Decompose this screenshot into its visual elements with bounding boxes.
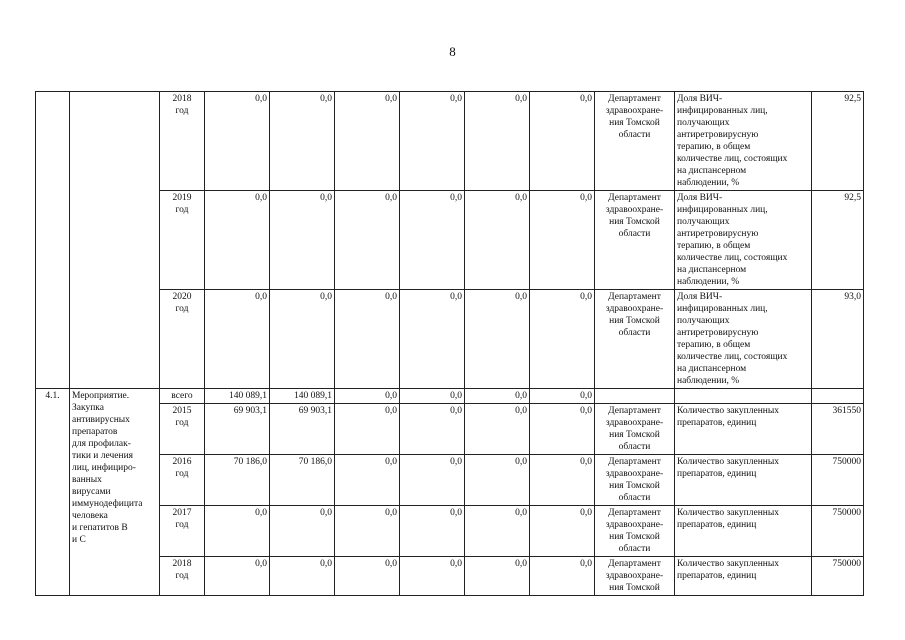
value-cell: 0,0 xyxy=(465,557,530,596)
table-row xyxy=(36,191,864,290)
value-cell: 0,0 xyxy=(465,506,530,557)
empty-cell xyxy=(675,389,812,404)
value-cell: 0,0 xyxy=(205,557,270,596)
value-cell: 0,0 xyxy=(335,455,400,506)
year-cell: 2017 год xyxy=(160,506,205,557)
value-cell: 0,0 xyxy=(270,92,335,191)
value-cell: 69 903,1 xyxy=(270,404,335,455)
value-cell: 69 903,1 xyxy=(205,404,270,455)
value-cell: 0,0 xyxy=(335,389,400,404)
department-cell: Департамент здравоохране- ния Томской xyxy=(595,557,675,596)
target-value-cell: 92,5 xyxy=(812,92,864,191)
value-cell: 0,0 xyxy=(270,191,335,290)
value-cell: 0,0 xyxy=(400,290,465,389)
target-value-cell: 750000 xyxy=(812,557,864,596)
year-cell: 2018 год xyxy=(160,92,205,191)
indicator-cell: Доля ВИЧ- инфицированных лиц, получающих антиретровирусную терапию, в общем количестве лиц, состоящих на диспансерном наблюдении, % xyxy=(675,191,812,290)
department-cell: Департамент здравоохране- ния Томской области xyxy=(595,455,675,506)
year-cell: 2019 год xyxy=(160,191,205,290)
empty-cell xyxy=(812,389,864,404)
table-row xyxy=(36,455,864,506)
department-cell: Департамент здравоохране- ния Томской области xyxy=(595,191,675,290)
value-cell: 0,0 xyxy=(400,389,465,404)
value-cell: 0,0 xyxy=(400,92,465,191)
value-cell: 0,0 xyxy=(465,404,530,455)
empty-number-cell xyxy=(36,92,70,389)
value-cell: 0,0 xyxy=(400,404,465,455)
year-cell: всего xyxy=(160,389,205,404)
target-value-cell: 92,5 xyxy=(812,191,864,290)
value-cell: 0,0 xyxy=(530,557,595,596)
target-value-cell: 750000 xyxy=(812,506,864,557)
measure-number-cell: 4.1. xyxy=(36,389,70,596)
value-cell: 0,0 xyxy=(205,191,270,290)
department-cell: Департамент здравоохране- ния Томской области xyxy=(595,404,675,455)
value-cell: 0,0 xyxy=(335,557,400,596)
value-cell: 0,0 xyxy=(530,290,595,389)
indicator-cell: Количество закупленных препаратов, единиц xyxy=(675,506,812,557)
department-cell: Департамент здравоохране- ния Томской области xyxy=(595,92,675,191)
value-cell: 0,0 xyxy=(530,404,595,455)
value-cell: 0,0 xyxy=(530,506,595,557)
indicator-cell: Количество закупленных препаратов, единиц xyxy=(675,404,812,455)
table-row xyxy=(36,404,864,455)
value-cell: 0,0 xyxy=(465,290,530,389)
value-cell: 0,0 xyxy=(465,389,530,404)
value-cell: 140 089,1 xyxy=(205,389,270,404)
empty-name-cell xyxy=(70,92,160,389)
value-cell: 70 186,0 xyxy=(205,455,270,506)
budget-table xyxy=(35,91,864,596)
indicator-cell: Доля ВИЧ- инфицированных лиц, получающих антиретровирусную терапию, в общем количестве лиц, состоящих на диспансерном наблюдении, % xyxy=(675,92,812,191)
table-row xyxy=(36,506,864,557)
value-cell: 0,0 xyxy=(530,191,595,290)
value-cell: 70 186,0 xyxy=(270,455,335,506)
page-number: 8 xyxy=(449,44,456,59)
target-value-cell: 361550 xyxy=(812,404,864,455)
table-row xyxy=(36,92,864,191)
value-cell: 140 089,1 xyxy=(270,389,335,404)
empty-cell xyxy=(595,389,675,404)
year-cell: 2020 год xyxy=(160,290,205,389)
value-cell: 0,0 xyxy=(270,506,335,557)
value-cell: 0,0 xyxy=(465,191,530,290)
year-cell: 2015 год xyxy=(160,404,205,455)
target-value-cell: 750000 xyxy=(812,455,864,506)
value-cell: 0,0 xyxy=(400,557,465,596)
table-row xyxy=(36,389,864,404)
value-cell: 0,0 xyxy=(400,455,465,506)
department-cell: Департамент здравоохране- ния Томской области xyxy=(595,290,675,389)
year-cell: 2016 год xyxy=(160,455,205,506)
value-cell: 0,0 xyxy=(400,506,465,557)
value-cell: 0,0 xyxy=(335,191,400,290)
value-cell: 0,0 xyxy=(465,455,530,506)
measure-name-cell: Мероприятие. Закупка антивирусных препаратов для профилак- тики и лечения лиц, инфициро- ванных вирусами иммунодефицита человека и гепатитов В и С xyxy=(70,389,160,596)
value-cell: 0,0 xyxy=(335,506,400,557)
value-cell: 0,0 xyxy=(270,557,335,596)
value-cell: 0,0 xyxy=(400,191,465,290)
indicator-cell: Количество закупленных препаратов, единиц xyxy=(675,455,812,506)
value-cell: 0,0 xyxy=(205,290,270,389)
value-cell: 0,0 xyxy=(530,92,595,191)
value-cell: 0,0 xyxy=(205,506,270,557)
value-cell: 0,0 xyxy=(205,92,270,191)
department-cell: Департамент здравоохране- ния Томской области xyxy=(595,506,675,557)
indicator-cell: Количество закупленных препаратов, единиц xyxy=(675,557,812,596)
target-value-cell: 93,0 xyxy=(812,290,864,389)
value-cell: 0,0 xyxy=(335,290,400,389)
value-cell: 0,0 xyxy=(465,92,530,191)
value-cell: 0,0 xyxy=(530,455,595,506)
value-cell: 0,0 xyxy=(270,290,335,389)
value-cell: 0,0 xyxy=(335,92,400,191)
table-row xyxy=(36,290,864,389)
table-row xyxy=(36,557,864,596)
year-cell: 2018 год xyxy=(160,557,205,596)
value-cell: 0,0 xyxy=(335,404,400,455)
value-cell: 0,0 xyxy=(530,389,595,404)
indicator-cell: Доля ВИЧ- инфицированных лиц, получающих антиретровирусную терапию, в общем количестве лиц, состоящих на диспансерном наблюдении, % xyxy=(675,290,812,389)
